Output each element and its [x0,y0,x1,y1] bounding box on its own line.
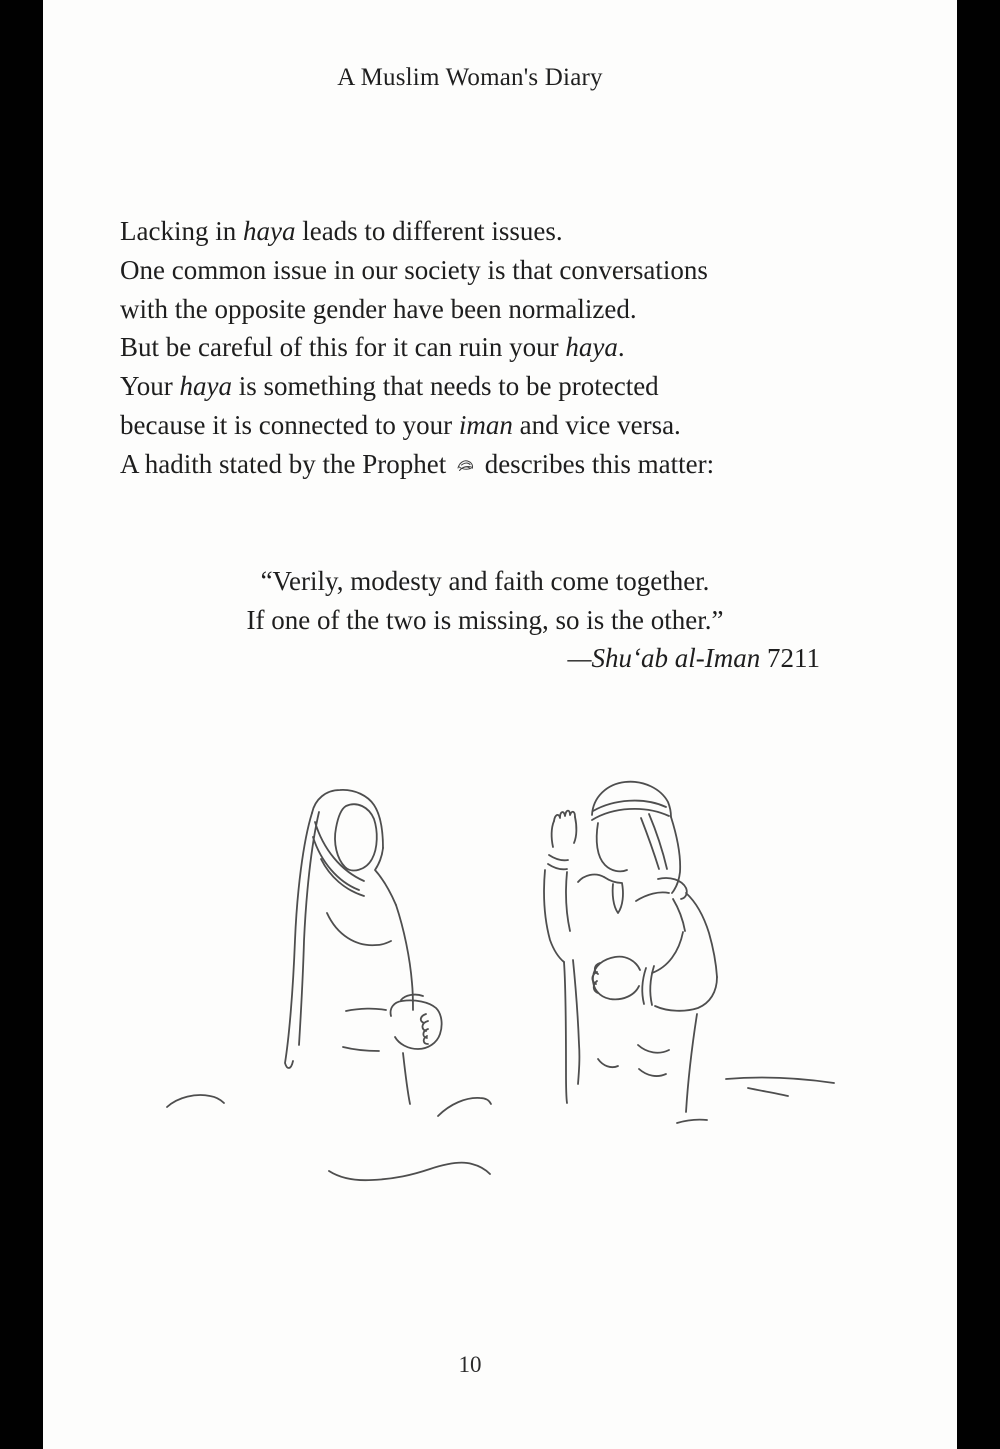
chest-drape-curve [327,913,391,945]
hijab-left-drape [285,813,312,1068]
cheek-line [597,823,627,871]
hadith-attribution [150,639,820,678]
body-line: A hadith stated by the Prophet describes this matter: [120,448,715,479]
sleeve-top [346,1009,386,1011]
bent-arm-outer [686,893,717,977]
forearm-bottom [655,977,717,1011]
ground-line-right-short [748,1088,788,1096]
forearm-top [652,932,683,973]
raised-hand-edge [574,817,576,843]
waist-fold [638,1045,669,1053]
scarf-inner-drape [641,818,659,869]
chest-curve [636,892,669,901]
hijab-fold [315,822,364,881]
illustration-two-figures [150,760,880,1260]
prophet-pbuh-symbol [455,456,476,475]
wrist-cuff [548,864,567,869]
hadith-quote-lines [150,562,820,639]
keffiyeh-band [592,809,669,820]
finger-curls [421,1014,428,1044]
shoulder-line [578,875,604,882]
raised-hand-edge [552,821,554,847]
clasped-fist [391,1000,442,1049]
collar-drape [604,877,623,913]
hadith-number: 7211 [760,643,820,674]
quote-line: “Verily, modesty and faith come together. [260,566,710,596]
robe-left-edge [564,962,567,1103]
body-line: with the opposite gender have been normalized. [120,293,637,324]
robe-left-inner [573,960,579,1084]
ground-arc-center [438,1098,491,1116]
book-page [42,0,898,1449]
body-paragraph [120,212,840,484]
scarf-inner-drape [649,814,667,869]
body-line: Lacking in haya leads to different issues. [120,216,563,246]
waist-fold [639,1069,666,1076]
scan-edge-right [957,0,1000,1449]
forearm-cuff [642,968,646,1004]
sleeve-bottom [343,1047,379,1051]
body-line: One common issue in our society is that conversations [120,254,708,285]
line-art-canvas [150,760,880,1260]
dress-fold-below-hands [403,1053,410,1104]
raised-hand-fingers [554,811,575,821]
woman-in-hijab-figure [285,790,442,1104]
hadith-quote [150,562,820,678]
ground-lines [167,1078,834,1181]
wrist-cuff [549,855,568,860]
page-number: 10 [458,1352,482,1377]
robe-right-edge [686,1014,697,1112]
running-header: A Muslim Woman's Diary [337,64,603,91]
ground-wave [329,1163,490,1181]
ground-line-right [726,1078,834,1083]
waist-fold [598,1059,618,1067]
quote-line: If one of the two is missing, so is the other.” [246,604,724,635]
blank-face-oval [335,804,377,870]
body-line: But be careful of this for it can ruin your haya. [120,332,625,363]
hadith-source: —Shu‘ab al-Iman [567,643,761,674]
raised-arm-outer [544,870,564,962]
bent-arm-inner [673,899,685,931]
ground-arc-left [167,1095,224,1107]
shoulder-line [375,848,396,905]
raised-arm-inner [566,872,570,931]
scan-edge-left [0,0,43,1449]
ground-stroke-small [677,1120,707,1123]
body-line: because it is connected to your iman and vice versa. [120,409,681,440]
body-line: Your haya is something that needs to be protected [120,371,659,402]
scarf-tail [658,878,687,899]
man-in-headscarf-figure [544,782,717,1112]
